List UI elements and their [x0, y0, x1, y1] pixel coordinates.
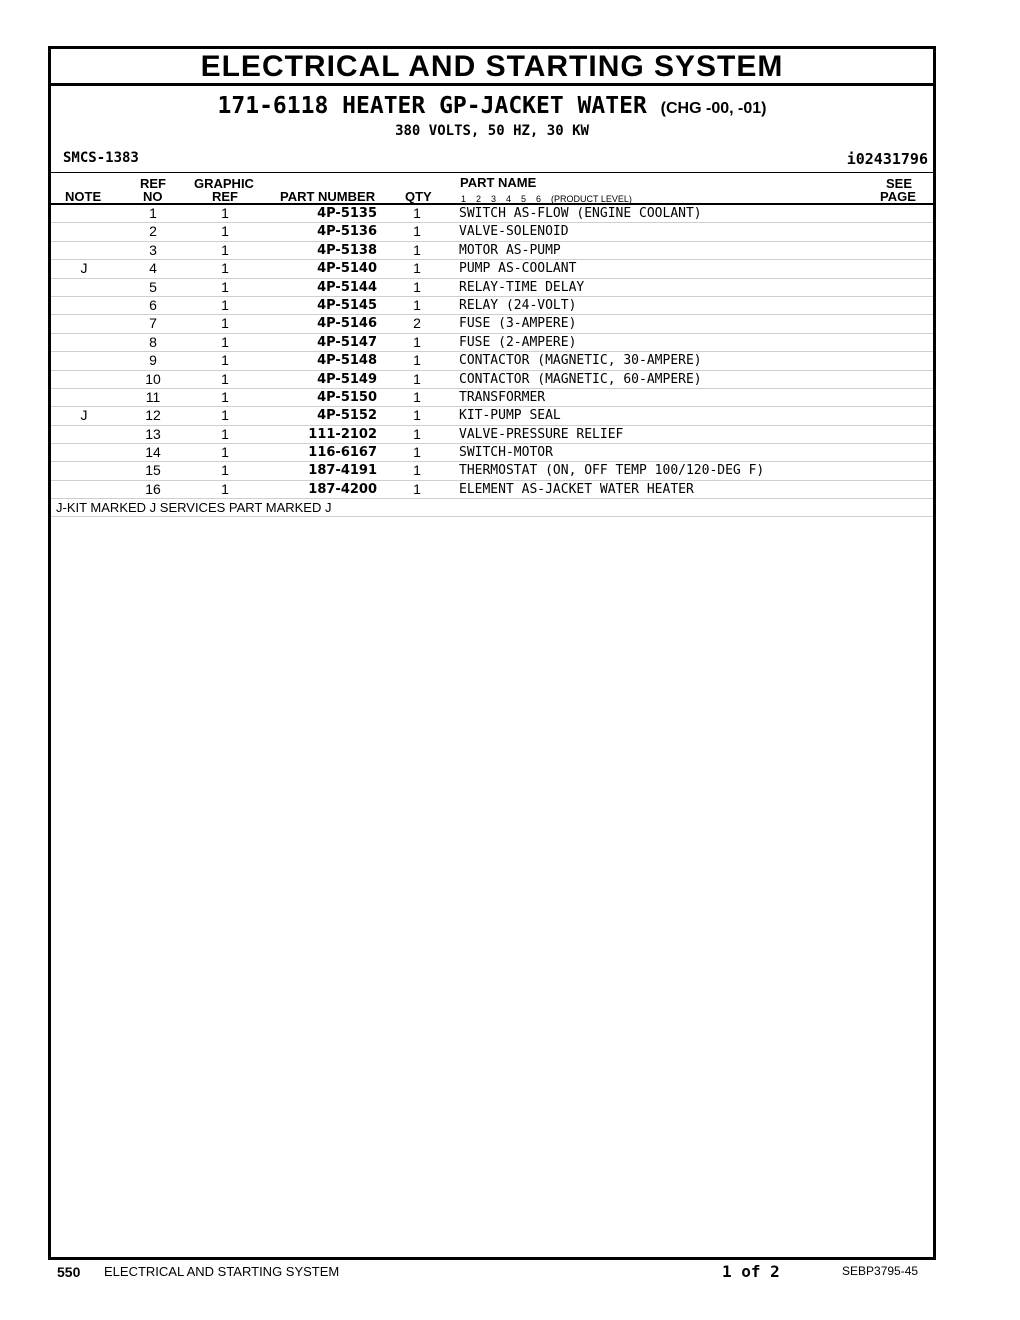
doc-number: SEBP3795-45 [842, 1264, 919, 1278]
group-change: (CHG -00, -01) [660, 100, 767, 117]
table-row [51, 205, 933, 223]
row-part-name: SWITCH AS-FLOW (ENGINE COOLANT) [459, 206, 702, 221]
row-qty: 1 [413, 260, 421, 277]
group-name: 171-6118 HEATER GP-JACKET WATER [217, 93, 647, 119]
row-ref-no: 14 [145, 444, 161, 461]
table-row [51, 223, 933, 241]
table-row [51, 352, 933, 370]
row-qty: 1 [413, 444, 421, 461]
header-part-number: PART NUMBER [280, 189, 376, 204]
row-graphic-ref: 1 [221, 370, 229, 387]
table-row [51, 279, 933, 297]
table-row [51, 242, 933, 260]
row-part-name: VALVE-SOLENOID [459, 224, 569, 240]
row-part-number: 4P-5149 [317, 371, 377, 387]
row-part-number: 4P-5135 [317, 206, 377, 221]
row-qty: 1 [413, 241, 421, 258]
group-subtitle: 380 VOLTS, 50 HZ, 30 KW [395, 123, 589, 139]
table-header [51, 173, 933, 205]
row-part-name: RELAY-TIME DELAY [459, 279, 585, 295]
table-row [51, 444, 933, 462]
row-graphic-ref: 1 [221, 278, 229, 295]
row-ref-no: 6 [149, 296, 157, 313]
row-graphic-ref: 1 [221, 444, 229, 461]
row-qty: 1 [413, 425, 421, 442]
row-graphic-ref: 1 [221, 462, 229, 479]
row-ref-no: 1 [149, 205, 157, 221]
row-part-number: 4P-5150 [317, 389, 377, 405]
row-ref-no: 11 [145, 388, 161, 405]
table-row [51, 297, 933, 315]
footnote-row [51, 499, 933, 517]
row-graphic-ref: 1 [221, 333, 229, 350]
row-graphic-ref: 1 [221, 296, 229, 313]
row-note: J [80, 407, 88, 424]
smcs-code: SMCS-1383 [63, 150, 139, 166]
table-row [51, 315, 933, 333]
row-qty: 1 [413, 205, 421, 221]
row-ref-no: 7 [149, 315, 157, 332]
row-graphic-ref: 1 [221, 352, 229, 369]
row-graphic-ref: 1 [221, 241, 229, 258]
row-graphic-ref: 1 [221, 425, 229, 442]
row-part-name: CONTACTOR (MAGNETIC, 60-AMPERE) [459, 371, 702, 387]
row-qty: 1 [413, 278, 421, 295]
row-part-name: THERMOSTAT (ON, OFF TEMP 100/120-DEG F) [459, 463, 765, 479]
row-qty: 1 [413, 462, 421, 479]
header-see-1: SEE [886, 176, 913, 191]
row-part-number: 187-4200 [308, 481, 377, 497]
row-qty: 1 [413, 352, 421, 369]
table-row [51, 260, 933, 278]
row-graphic-ref: 1 [221, 260, 229, 277]
header-ref-1: REF [140, 176, 166, 191]
row-part-number: 4P-5145 [317, 297, 377, 313]
header-part-name: PART NAME [460, 175, 537, 190]
row-part-number: 111-2102 [308, 426, 377, 442]
table-row [51, 371, 933, 389]
table-row [51, 407, 933, 425]
row-part-name: SWITCH-MOTOR [459, 445, 553, 461]
row-ref-no: 9 [149, 352, 157, 369]
row-graphic-ref: 1 [221, 315, 229, 332]
row-part-name: ELEMENT AS-JACKET WATER HEATER [459, 481, 694, 497]
row-graphic-ref: 1 [221, 223, 229, 240]
row-ref-no: 3 [149, 241, 157, 258]
table-row [51, 389, 933, 407]
row-ref-no: 10 [145, 370, 161, 387]
footnote-text: J-KIT MARKED J SERVICES PART MARKED J [56, 500, 332, 516]
row-part-number: 4P-5147 [317, 334, 377, 350]
section-title: ELECTRICAL AND STARTING SYSTEM [51, 49, 933, 86]
row-part-number: 187-4191 [308, 463, 377, 479]
row-note: J [80, 260, 88, 277]
row-qty: 1 [413, 333, 421, 350]
row-ref-no: 5 [149, 278, 157, 295]
row-ref-no: 4 [149, 260, 157, 277]
row-graphic-ref: 1 [221, 388, 229, 405]
row-qty: 1 [413, 388, 421, 405]
row-qty: 1 [413, 407, 421, 424]
header-qty: QTY [405, 189, 432, 204]
row-qty: 1 [413, 480, 421, 497]
row-qty: 1 [413, 370, 421, 387]
illustration-id: i02431796 [846, 150, 928, 168]
table-row [51, 462, 933, 480]
row-ref-no: 15 [145, 462, 161, 479]
row-qty: 1 [413, 296, 421, 313]
row-graphic-ref: 1 [221, 480, 229, 497]
row-ref-no: 12 [145, 407, 161, 424]
page-frame [48, 46, 936, 1260]
row-ref-no: 8 [149, 333, 157, 350]
row-part-name: TRANSFORMER [459, 389, 546, 405]
table-row [51, 481, 933, 499]
header-note: NOTE [65, 189, 102, 204]
table-row [51, 426, 933, 444]
footer-section: ELECTRICAL AND STARTING SYSTEM [104, 1264, 340, 1279]
header-ref-2: NO [143, 189, 163, 204]
row-part-number: 4P-5144 [317, 279, 377, 295]
row-part-number: 4P-5146 [317, 316, 377, 332]
header-product-level: 1 2 3 4 5 6 (PRODUCT LEVEL) [461, 194, 632, 204]
row-part-name: KIT-PUMP SEAL [459, 408, 561, 424]
row-part-name: MOTOR AS-PUMP [459, 242, 561, 258]
row-part-number: 4P-5140 [317, 261, 377, 277]
row-graphic-ref: 1 [221, 407, 229, 424]
group-title [51, 93, 933, 119]
parts-table [51, 205, 933, 517]
header-graphic-1: GRAPHIC [194, 176, 254, 191]
row-part-name: PUMP AS-COOLANT [459, 261, 577, 277]
row-qty: 1 [413, 223, 421, 240]
header-graphic-2: REF [212, 189, 238, 204]
row-ref-no: 16 [145, 480, 161, 497]
row-ref-no: 2 [149, 223, 157, 240]
row-qty: 2 [413, 315, 421, 332]
row-part-number: 116-6167 [308, 445, 377, 461]
page-number: 550 [57, 1264, 81, 1280]
row-part-number: 4P-5138 [317, 242, 377, 258]
row-part-number: 4P-5148 [317, 353, 377, 369]
table-row [51, 334, 933, 352]
row-part-name: FUSE (2-AMPERE) [459, 334, 577, 350]
row-part-name: VALVE-PRESSURE RELIEF [459, 426, 624, 442]
row-part-name: FUSE (3-AMPERE) [459, 316, 577, 332]
header-see-2: PAGE [880, 189, 916, 204]
row-part-number: 4P-5136 [317, 224, 377, 240]
row-part-name: CONTACTOR (MAGNETIC, 30-AMPERE) [459, 353, 702, 369]
page-of: 1 of 2 [722, 1262, 780, 1281]
row-part-name: RELAY (24-VOLT) [459, 297, 577, 313]
row-ref-no: 13 [145, 425, 161, 442]
row-part-number: 4P-5152 [317, 408, 377, 424]
row-graphic-ref: 1 [221, 205, 229, 221]
